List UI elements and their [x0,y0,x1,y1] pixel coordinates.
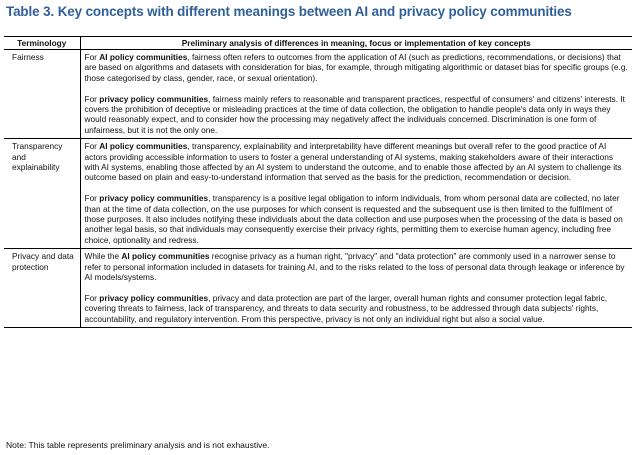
column-header-analysis: Preliminary analysis of differences in meaning, focus or implementation of key concepts [80,37,632,50]
analysis-paragraph: For AI policy communities, transparency, explainability and interpretability have different meanings but overall refer to the good practice of AI actors providing accessible information to users to foster a general understanding of AI systems, making stakeholders aware of their interactions with AI systems, enabling those affected by an AI system to understand the outcome, and to enable those affected by an AI system to challenge its outcome based on plain and easy-to-understand information that served as the basis for the prediction, recommendation or decision. [84,141,622,183]
analysis-paragraph: For privacy policy communities, transparency is a positive legal obligation to inform individuals, from whom personal data are collected, no later than at the time of data collection, on the use purposes for which consent is requested and the subsequent use is then limited to the fulfilment of those purposes. It also includes notifying these individuals about the data collection and use purposes when the processing of the data is based on another legal basis, so that individuals may consequently exercise their privacy rights, permitting them to exercise human agency, including free choice, optionality and redress. [84,193,623,245]
community-label: privacy policy communities [99,292,209,303]
table-note: Note: This table represents preliminary analysis and is not exhaustive. [6,440,270,450]
community-label: privacy policy communities [99,193,209,204]
term-cell: Fairness [4,50,80,139]
analysis-paragraph: For AI policy communities, fairness often refers to outcomes from the application of AI (such as predictions, recommendations, or decisions) that are based on algorithms and datasets with consideration for bias, for example, through mitigating algorithmic or dataset bias for specific groups (e.g. those categorised by class, gender, race, or sexual orientation). [84,52,628,83]
term-cell: Transparency and explainability [4,139,80,249]
community-label: privacy policy communities [99,93,209,104]
community-label: AI policy communities [99,52,188,62]
table-row-privacy [4,249,632,328]
analysis-paragraph: For privacy policy communities, fairness mainly refers to reasonable and transparent practices, respectful of consumers' and citizens' interests. It covers the prohibition of deceptive or misleading practices at the time of data collection, the obligation to handle people's data only in ways they would reasonably expect, and to consider how the processing may negatively affect the individuals concerned. Discrimination is one form of unfairness, but it is not the only one. [84,93,625,135]
header-row [4,37,632,50]
analysis-cell [80,50,632,139]
table-row-transparency [4,139,632,249]
analysis-paragraph: While the AI policy communities recognise privacy as a human right, "privacy" and "data protection" are commonly used in a narrower sense to refer to personal information included in datasets for training AI, and to the risks related to the loss of personal data through leakage or inference by AI models/systems. [84,251,625,283]
table-title: Table 3. Key concepts with different meanings between AI and privacy policy communities [6,4,572,19]
community-label: AI policy communities [99,141,188,152]
table-row-fairness [4,50,632,139]
concepts-table [4,36,632,328]
community-label: AI policy communities [121,251,210,262]
analysis-cell [80,249,632,328]
analysis-cell [80,139,632,249]
term-cell: Privacy and data protection [4,249,80,328]
analysis-paragraph: For privacy policy communities, privacy and data protection are part of the larger, overall human rights and consumer protection legal fabric, covering threats to fairness, lack of transparency, and threats to data security and robustness, to be addressed through data subjects' rights, accountability, and regulatory intervention. From this perspective, privacy is not only an individual right but also a social value. [84,292,608,324]
column-header-terminology: Terminology [4,37,80,50]
